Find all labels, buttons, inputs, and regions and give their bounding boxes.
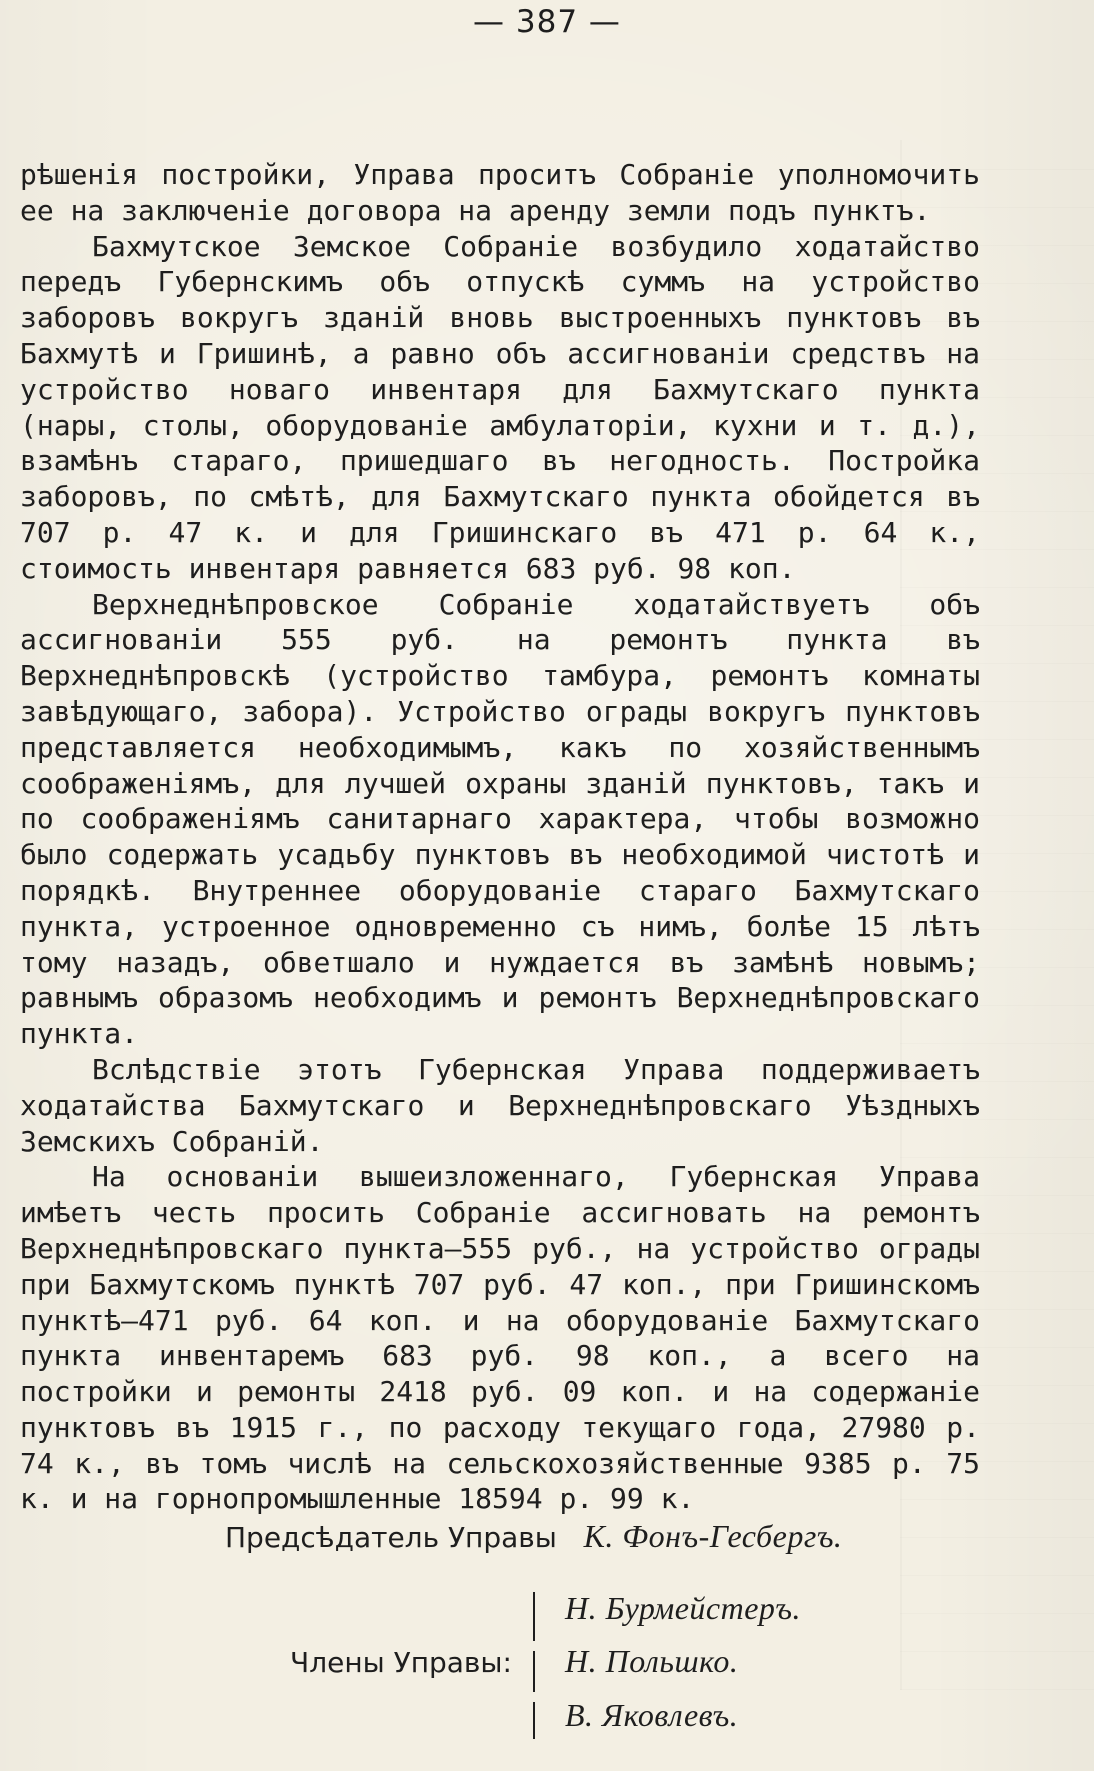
body-text: [20, 157, 980, 1517]
paragraph-4: Вслѣдствіе этотъ Губернская Управа поддерживаетъ ходатайства Бахмутскаго и Верхнеднѣпровскаго Уѣздныхъ Земскихъ Собраній.: [20, 1052, 980, 1158]
paragraph-2: Бахмутское Земское Собраніе возбудило ходатайство передъ Губернскимъ объ отпускѣ суммъ на устройство заборовъ вокругъ зданій вновь выстроенныхъ пунктовъ въ Бахмутѣ и Гришинѣ, а равно объ ассигнованіи средствъ на устройство новаго инвентаря для Бахмутскаго пункта (нары, столы, оборудованіе амбулаторіи, кухни и т. д.), взамѣнъ стараго, пришедшаго въ негодность. Постройка заборовъ, по смѣтѣ, для Бахмутскаго пункта обойдется въ 707 р. 47 к. и для Гришинскаго въ 471 р. 64 к., стоимость инвентаря равняется 683 руб. 98 коп.: [20, 229, 980, 585]
member-name: Н. Польшко.: [565, 1643, 739, 1679]
page-number: — 387 —: [473, 4, 621, 40]
chairman-name: К. Фонъ-Гесбергъ.: [583, 1518, 843, 1554]
members-label: Члены Управы:: [290, 1646, 512, 1679]
paragraph-3: Верхнеднѣпровское Собраніе ходатайствуетъ объ ассигнованіи 555 руб. на ремонтъ пункта въ Верхнеднѣпровскѣ (устройство тамбура, ремонтъ комнаты завѣдующаго, забора). Устройство ограды вокругъ пунктовъ представляется необходимымъ, какъ по хозяйственнымъ соображеніямъ, для лучшей охраны зданій пунктовъ, такъ и по соображеніямъ санитарнаго характера, чтобы возможно было содержать усадьбу пунктовъ въ необходимой чистотѣ и порядкѣ. Внутреннее оборудованіе стараго Бахмутскаго пункта, устроенное одновременно съ нимъ, болѣе 15 лѣтъ тому назадъ, обветшало и нуждается въ замѣнѣ новымъ; равнымъ образомъ необходимъ и ремонтъ Верхнеднѣпровскаго пункта.: [20, 587, 980, 1051]
members-brace: [533, 1592, 541, 1739]
member-name: В. Яковлевъ.: [565, 1697, 739, 1733]
paragraph-1: рѣшенія постройки, Управа проситъ Собраніе уполномочить ее на заключеніе договора на аренду земли подъ пунктъ.: [20, 158, 980, 227]
chairman-signature-line: [225, 1518, 842, 1555]
member-name: Н. Бурмейстеръ.: [565, 1590, 802, 1626]
paragraph-5: На основаніи вышеизложеннаго, Губернская Управа имѣетъ честь просить Собраніе ассигновать на ремонтъ Верхнеднѣпровскаго пункта—555 руб., на устройство ограды при Бахмутскомъ пунктѣ 707 руб. 47 коп., при Гришинскомъ пунктѣ—471 руб. 64 коп. и на оборудованіе Бахмутскаго пункта инвентаремъ 683 руб. 98 коп., а всего на постройки и ремонты 2418 руб. 09 коп. и на содержаніе пунктовъ въ 1915 г., по расходу текущаго года, 27980 р. 74 к., въ томъ числѣ на сельскохозяйственные 9385 р. 75 к. и на горнопромышленные 18594 р. 99 к.: [20, 1160, 980, 1516]
chairman-label: Предсѣдатель Управы: [225, 1521, 557, 1554]
